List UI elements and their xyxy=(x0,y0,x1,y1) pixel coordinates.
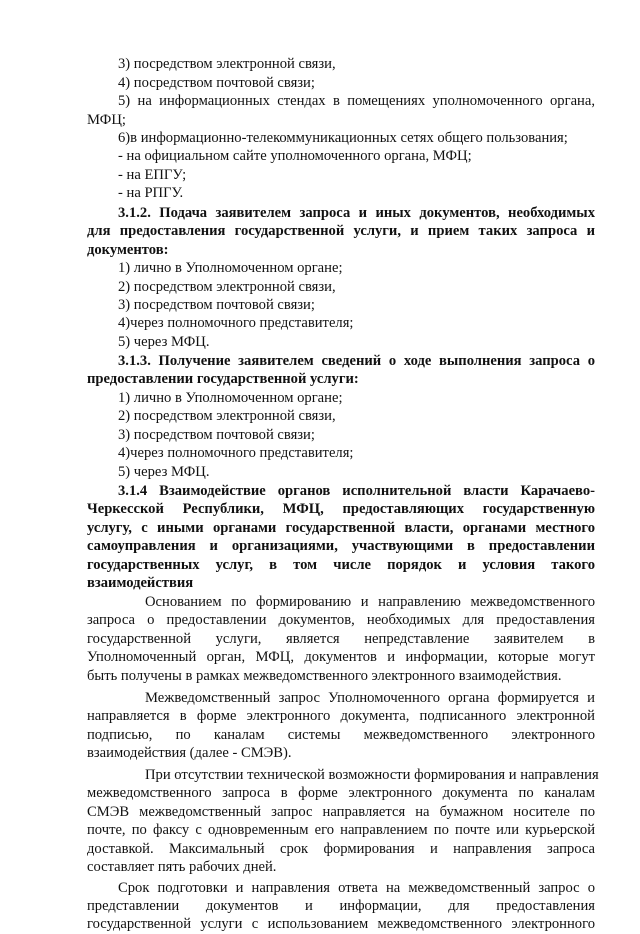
paragraph-line: подписью, по каналам системы межведомственного электронного xyxy=(87,727,595,743)
paragraph-line: Срок подготовки и направления ответа на межведомственный запрос о xyxy=(118,880,595,896)
paragraph-line: При отсутствии технической возможности формирования и направления xyxy=(145,767,599,783)
list-item: 5) через МФЦ. xyxy=(118,464,210,480)
paragraph-line: СМЭВ межведомственный запрос направляется на бумажном носителе по xyxy=(87,804,595,820)
list-item: - на ЕПГУ; xyxy=(118,167,187,183)
list-item-continued: МФЦ; xyxy=(87,112,126,128)
section-heading-3-1-2: документов: xyxy=(87,242,169,258)
paragraph-line: составляет пять рабочих дней. xyxy=(87,859,277,875)
list-item: 2) посредством электронной связи, xyxy=(118,408,336,424)
paragraph-line: почте, по факсу с одновременным его направлением по почте или курьерской xyxy=(87,822,595,838)
list-item: 6)в информационно-телекоммуникационных сетях общего пользования; xyxy=(118,130,568,146)
section-heading-3-1-2: для предоставления государственной услуги, и прием таких запроса и xyxy=(87,223,595,239)
section-heading-3-1-4: Черкесской Республики, МФЦ, предоставляющих государственную xyxy=(87,501,595,517)
paragraph-line: запроса о предоставлении документов, необходимых для предоставления xyxy=(87,612,595,628)
list-item: 5) через МФЦ. xyxy=(118,334,210,350)
paragraph-line: Межведомственный запрос Уполномоченного органа формируется и xyxy=(145,690,595,706)
section-heading-3-1-3: 3.1.3. Получение заявителем сведений о ходе выполнения запроса о xyxy=(118,353,595,369)
paragraph-line: Уполномоченный орган, МФЦ, документов и информации, которые могут xyxy=(87,649,595,665)
paragraph-line: доставкой. Максимальный срок формирования и направления запроса xyxy=(87,841,595,857)
list-item: 4)через полномочного представителя; xyxy=(118,445,354,461)
section-heading-3-1-4: 3.1.4 Взаимодействие органов исполнительной власти Карачаево- xyxy=(118,483,595,499)
list-item: 3) посредством почтовой связи; xyxy=(118,297,315,313)
section-heading-3-1-4: государственных услуг, в том числе порядок и условия такого xyxy=(87,557,595,573)
list-item: - на официальном сайте уполномоченного органа, МФЦ; xyxy=(118,148,472,164)
list-item: 4) посредством почтовой связи; xyxy=(118,75,315,91)
paragraph-line: взаимодействия (далее - СМЭВ). xyxy=(87,745,292,761)
list-item: 3) посредством почтовой связи; xyxy=(118,427,315,443)
paragraph-line: государственной услуги с использованием межведомственного электронного xyxy=(87,916,595,932)
section-heading-3-1-4: услугу, с иными органами государственной власти, органами местного xyxy=(87,520,595,536)
section-heading-3-1-4: взаимодействия xyxy=(87,575,194,591)
list-item: - на РПГУ. xyxy=(118,185,184,201)
section-heading-3-1-4: самоуправления и организациями, участвующими в предоставлении xyxy=(87,538,595,554)
section-heading-3-1-3: предоставлении государственной услуги: xyxy=(87,371,359,387)
paragraph-line: межведомственного запроса в форме электронного документа по каналам xyxy=(87,785,595,801)
list-item: 4)через полномочного представителя; xyxy=(118,315,354,331)
section-heading-3-1-2: 3.1.2. Подача заявителем запроса и иных документов, необходимых xyxy=(118,205,595,221)
list-item: 1) лично в Уполномоченном органе; xyxy=(118,390,343,406)
paragraph-line: направляется в форме электронного документа, подписанного электронной xyxy=(87,708,595,724)
list-item: 3) посредством электронной связи, xyxy=(118,56,336,72)
paragraph-line: Основанием по формированию и направлению межведомственного xyxy=(145,594,595,610)
paragraph-line: быть получены в рамках межведомственного электронного взаимодействия. xyxy=(87,668,562,684)
paragraph-line: государственной услуги, является непредставление заявителем в xyxy=(87,631,595,647)
list-item: 5) на информационных стендах в помещениях уполномоченного органа, xyxy=(118,93,595,109)
paragraph-line: представлении документов и информации, для предоставления xyxy=(87,898,595,914)
list-item: 1) лично в Уполномоченном органе; xyxy=(118,260,343,276)
list-item: 2) посредством электронной связи, xyxy=(118,279,336,295)
